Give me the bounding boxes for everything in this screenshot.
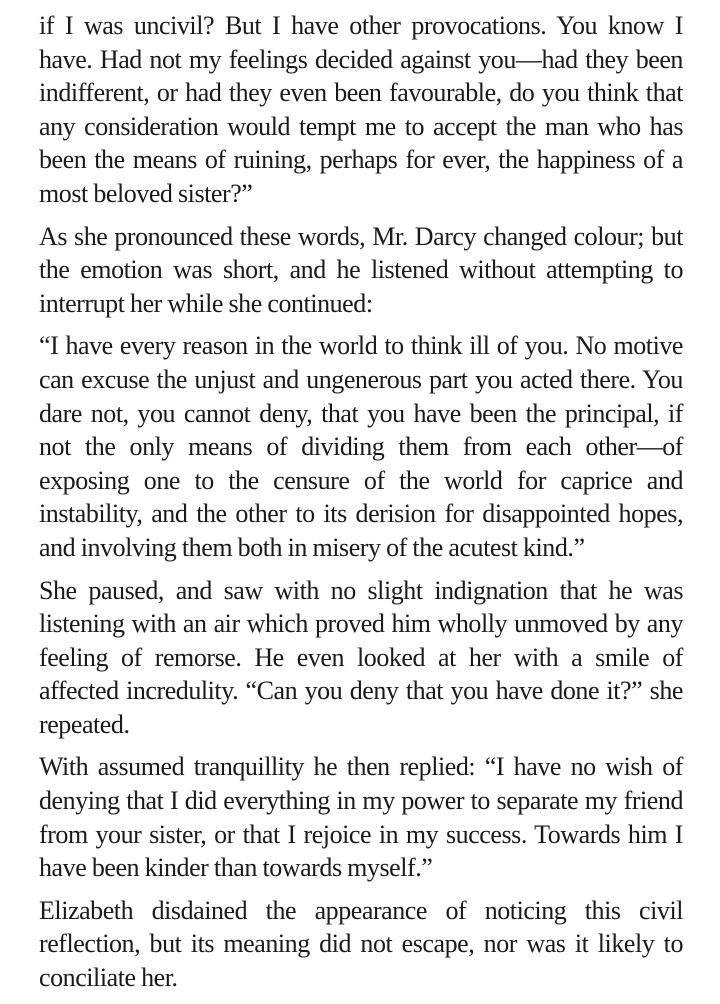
paragraph-2: As she pronounced these words, Mr. Darcy changed colour; but the emotion was short, and he listened without attempting to interrupt her while she continued: bbox=[39, 221, 683, 318]
page-text bbox=[39, 9, 683, 1004]
paragraph-4: She paused, and saw with no slight indignation that he was listening with an air which proved him wholly unmoved by any feeling of remorse. He even looked at her with a smile of affected incredulity. “Can you deny that you have done it?” she repeated. bbox=[39, 575, 683, 739]
paragraph-6: Elizabeth disdained the appearance of noticing this civil reflection, but its meaning did not escape, nor was it likely to conciliate her. bbox=[39, 895, 683, 993]
paragraph-1: if I was uncivil? But I have other provocations. You know I have. Had not my feelings decided against you—had they been indifferent, or had they even been favourable, do you think that any consideration would tempt me to accept the man who has been the means of ruining, perhaps for ever, the happiness of a most beloved sister?” bbox=[39, 11, 683, 208]
paragraph-3: “I have every reason in the world to think ill of you. No motive can excuse the unjust and ungenerous part you acted there. You dare not, you cannot deny, that you have been the principal, if not the only means of dividing them from each other—of exposing one to the censure of the world for caprice and instability, and the other to its derision for disappointed hopes, and involving them both in misery of the acutest kind.” bbox=[39, 331, 683, 562]
paragraph-5: With assumed tranquillity he then replied: “I have no wish of denying that I did everything in my power to separate my friend from your sister, or that I rejoice in my success. Towards him I have been kinder than towards myself.” bbox=[39, 752, 683, 883]
